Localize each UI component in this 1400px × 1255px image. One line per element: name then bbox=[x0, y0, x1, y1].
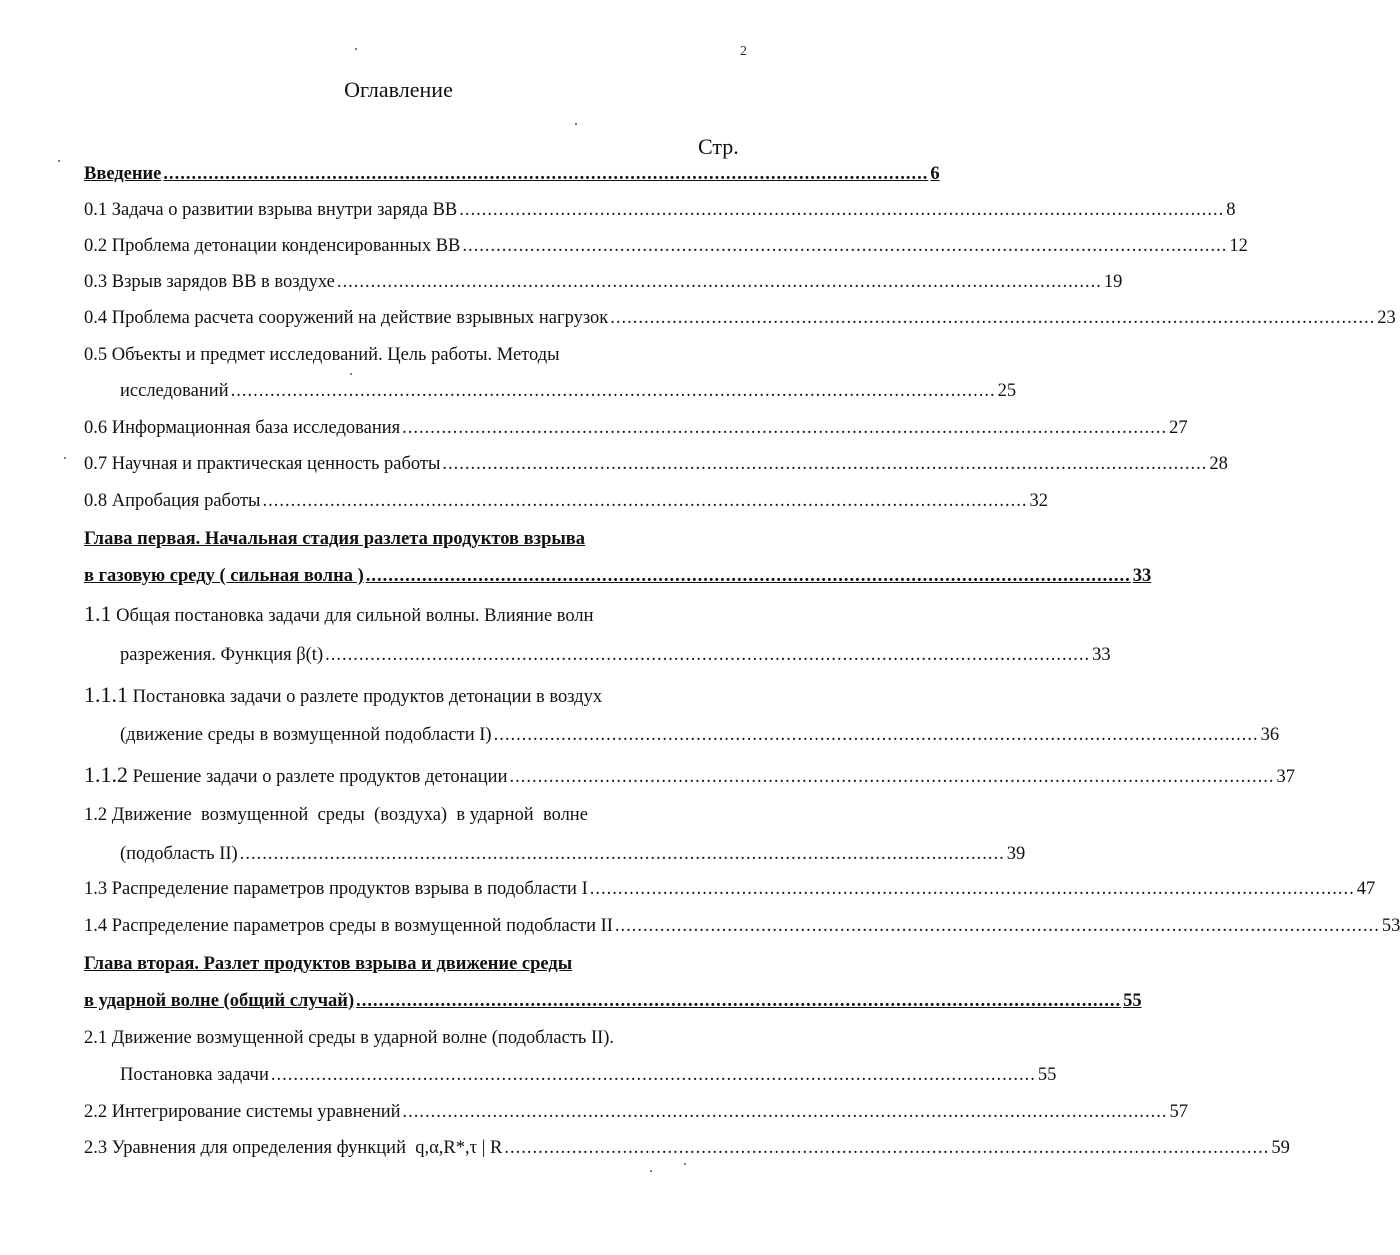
scan-speck bbox=[355, 48, 357, 50]
dot-leader: ........................................................................................................................................ bbox=[459, 200, 1225, 220]
toc-entry-2-3[interactable] bbox=[84, 1136, 1290, 1160]
toc-entry-page: 53 bbox=[1381, 916, 1400, 936]
dot-leader: ........................................................................................................................................ bbox=[509, 767, 1275, 787]
toc-entry-0-1[interactable] bbox=[84, 198, 1236, 222]
dot-leader: ........................................................................................................................................ bbox=[356, 991, 1122, 1011]
scan-speck bbox=[575, 123, 577, 125]
toc-entry-0-2[interactable] bbox=[84, 234, 1248, 258]
toc-title: Оглавление bbox=[344, 77, 453, 102]
toc-entry-page: 6 bbox=[930, 164, 940, 184]
toc-entry-title: в ударной волне (общий случай) bbox=[84, 991, 355, 1011]
dot-leader: ........................................................................................................................................ bbox=[402, 1102, 1168, 1122]
dot-leader: ........................................................................................................................................ bbox=[504, 1138, 1270, 1158]
toc-entry-2-1-cont[interactable] bbox=[84, 1063, 1057, 1087]
page-number: 2 bbox=[740, 44, 747, 59]
scan-speck bbox=[58, 160, 60, 162]
dot-leader: ........................................................................................................................................ bbox=[589, 879, 1355, 899]
toc-entry-title: в газовую среду ( сильная волна ) bbox=[84, 566, 364, 586]
dot-leader: ........................................................................................................................................ bbox=[325, 645, 1091, 665]
toc-entry-1-4[interactable] bbox=[84, 914, 1400, 938]
toc-entry-page: 37 bbox=[1276, 767, 1295, 787]
dot-leader: ........................................................................................................................................ bbox=[610, 308, 1376, 328]
toc-entry-title: 2.3 Уравнения для определения функций q,α,R*,τ | R bbox=[84, 1138, 503, 1158]
toc-entry-page: 55 bbox=[1123, 991, 1142, 1011]
scan-speck bbox=[350, 373, 352, 375]
toc-entry-introduction[interactable] bbox=[84, 162, 940, 186]
dot-leader: ........................................................................................................................................ bbox=[262, 491, 1028, 511]
dot-leader: ........................................................................................................................................ bbox=[365, 566, 1131, 586]
toc-entry-1-1[interactable] bbox=[84, 602, 749, 628]
toc-entry-1-1-cont[interactable] bbox=[84, 643, 1111, 667]
toc-entry-title: Постановка задачи о разлете продуктов детонации в воздух bbox=[128, 687, 603, 707]
toc-entry-page: 33 bbox=[1092, 645, 1111, 665]
toc-entry-title: Общая постановка задачи для сильной волны. Влияние волн bbox=[111, 606, 594, 626]
toc-entry-title: 0.7 Научная и практическая ценность работы bbox=[84, 454, 441, 474]
toc-entry-page: 57 bbox=[1169, 1102, 1189, 1122]
toc-entry-title: 0.2 Проблема детонации конденсированных ВВ bbox=[84, 236, 461, 256]
toc-entry-0-4[interactable] bbox=[84, 306, 1396, 330]
toc-entry-title: (движение среды в возмущенной подобласти I) bbox=[120, 725, 492, 745]
toc-entry-title: исследований bbox=[120, 381, 229, 401]
toc-entry-title: 2.2 Интегрирование системы уравнений bbox=[84, 1102, 401, 1122]
toc-entry-1-1-1-cont[interactable] bbox=[84, 723, 1280, 747]
toc-entry-title: Решение задачи о разлете продуктов детонации bbox=[128, 767, 508, 787]
toc-chapter-1-cont[interactable] bbox=[84, 564, 1152, 588]
toc-entry-1-2-cont[interactable] bbox=[84, 842, 1026, 866]
toc-entry-title: 0.4 Проблема расчета сооружений на действие взрывных нагрузок bbox=[84, 308, 609, 328]
section-number: 1.1.2 bbox=[84, 762, 128, 787]
toc-entry-page: 33 bbox=[1132, 566, 1152, 586]
toc-entry-title: Постановка задачи bbox=[120, 1065, 269, 1085]
dot-leader: ........................................................................................................................................ bbox=[336, 272, 1102, 292]
toc-entry-0-5[interactable] bbox=[84, 343, 749, 367]
dot-leader: ........................................................................................................................................ bbox=[230, 381, 996, 401]
scan-speck bbox=[64, 457, 66, 459]
toc-entry-title: 2.1 Движение возмущенной среды в ударной волне (подобласть II). bbox=[84, 1028, 615, 1048]
dot-leader: ........................................................................................................................................ bbox=[493, 725, 1259, 745]
toc-entry-title: Глава вторая. Разлет продуктов взрыва и движение среды bbox=[84, 954, 573, 974]
section-number: 1.1 bbox=[84, 601, 112, 626]
toc-entry-1-2[interactable] bbox=[84, 803, 749, 827]
toc-entry-page: 19 bbox=[1103, 272, 1123, 292]
toc-entry-title: 0.8 Апробация работы bbox=[84, 491, 261, 511]
toc-entry-title: разрежения. Функция β(t) bbox=[120, 645, 324, 665]
scan-speck bbox=[684, 1163, 686, 1165]
dot-leader: ........................................................................................................................................ bbox=[442, 454, 1208, 474]
toc-entry-1-1-1[interactable] bbox=[84, 683, 749, 709]
toc-entry-page: 27 bbox=[1169, 418, 1188, 438]
toc-entry-2-2[interactable] bbox=[84, 1100, 1189, 1124]
toc-entry-page: 55 bbox=[1037, 1065, 1057, 1085]
dot-leader: ........................................................................................................................................ bbox=[614, 916, 1380, 936]
toc-entry-title: 0.5 Объекты и предмет исследований. Цель работы. Методы bbox=[84, 345, 560, 365]
dot-leader: ........................................................................................................................................ bbox=[163, 164, 929, 184]
toc-entry-page: 8 bbox=[1226, 200, 1236, 220]
section-number: 1.1.1 bbox=[84, 682, 128, 707]
toc-entry-2-1[interactable] bbox=[84, 1026, 749, 1050]
toc-entry-0-7[interactable] bbox=[84, 452, 1228, 476]
scan-speck bbox=[650, 1170, 652, 1172]
toc-entry-0-3[interactable] bbox=[84, 270, 1123, 294]
toc-entry-page: 25 bbox=[997, 381, 1017, 401]
toc-entry-title: 1.2 Движение возмущенной среды (воздуха) в ударной волне bbox=[84, 805, 588, 825]
toc-entry-page: 23 bbox=[1377, 308, 1396, 328]
toc-entry-page: 59 bbox=[1271, 1138, 1290, 1158]
dot-leader: ........................................................................................................................................ bbox=[239, 844, 1005, 864]
toc-entry-title: 1.3 Распределение параметров продуктов взрыва в подобласти I bbox=[84, 879, 588, 899]
toc-entry-1-3[interactable] bbox=[84, 877, 1376, 901]
toc-entry-title: 0.1 Задача о развитии взрыва внутри заряда ВВ bbox=[84, 200, 458, 220]
toc-entry-0-8[interactable] bbox=[84, 489, 1048, 513]
toc-entry-page: 36 bbox=[1260, 725, 1280, 745]
toc-entry-title: 0.6 Информационная база исследования bbox=[84, 418, 401, 438]
toc-entry-title: 1.4 Распределение параметров среды в возмущенной подобласти II bbox=[84, 916, 613, 936]
toc-chapter-2-cont[interactable] bbox=[84, 989, 1142, 1013]
page-column-label: Стр. bbox=[698, 134, 739, 159]
toc-chapter-1[interactable] bbox=[84, 527, 749, 551]
toc-entry-title: Глава первая. Начальная стадия разлета продуктов взрыва bbox=[84, 529, 586, 549]
dot-leader: ........................................................................................................................................ bbox=[270, 1065, 1036, 1085]
toc-entry-page: 39 bbox=[1006, 844, 1026, 864]
toc-entry-0-5-cont[interactable] bbox=[84, 379, 1017, 403]
toc-entry-title: 0.3 Взрыв зарядов ВВ в воздухе bbox=[84, 272, 335, 292]
toc-entry-page: 32 bbox=[1029, 491, 1048, 511]
toc-entry-0-6[interactable] bbox=[84, 416, 1188, 440]
dot-leader: ........................................................................................................................................ bbox=[402, 418, 1168, 438]
toc-chapter-2[interactable] bbox=[84, 952, 749, 976]
toc-entry-title: (подобласть II) bbox=[120, 844, 238, 864]
toc-entry-title: Введение bbox=[84, 164, 162, 184]
toc-entry-page: 12 bbox=[1229, 236, 1248, 256]
dot-leader: ........................................................................................................................................ bbox=[462, 236, 1228, 256]
toc-entry-page: 47 bbox=[1356, 879, 1376, 899]
toc-entry-1-1-2[interactable] bbox=[84, 762, 1295, 789]
toc-entry-page: 28 bbox=[1209, 454, 1228, 474]
